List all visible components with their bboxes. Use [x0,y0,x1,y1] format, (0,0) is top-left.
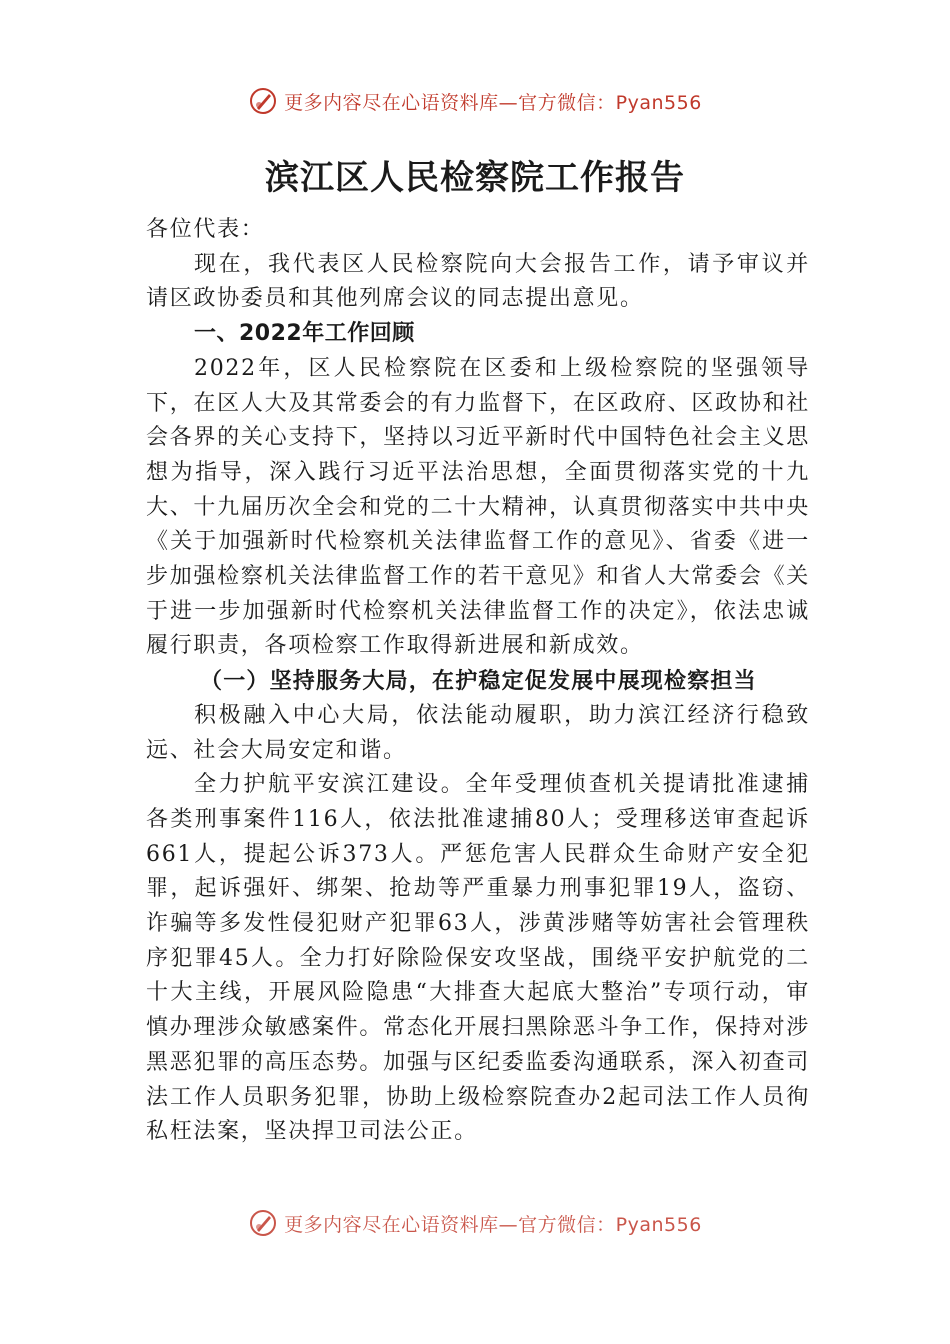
watermark-text: 更多内容尽在心语资料库—官方微信：Pyan556 [284,91,702,114]
quill-logo-icon [248,1208,278,1238]
page-title: 滨江区人民检察院工作报告 [265,158,685,198]
section-heading: 一、2022年工作回顾 [194,321,415,347]
subsection-heading: （一）坚持服务大局，在护稳定促发展中展现检察担当 [200,668,757,695]
document-body [146,213,810,1150]
subsection-paragraph: 积极融入中心大局，依法能动履职，助力滨江经济行稳致远、社会大局安定和谐。 [146,702,810,763]
watermark-text: 更多内容尽在心语资料库—官方微信：Pyan556 [284,1213,702,1236]
header-watermark [0,86,950,116]
footer-watermark [0,1208,950,1238]
quill-logo-icon [248,86,278,116]
detail-paragraph: 全力护航平安滨江建设。全年受理侦查机关提请批准逮捕各类刑事案件116人，依法批准逮捕80人；受理移送审查起诉661人，提起公诉373人。严惩危害人民群众生命财产安全犯罪，起诉强奸、绑架、抢劫等严重暴力刑事犯罪19人，盗窃、诈骗等多发性侵犯财产犯罪63人，涉黄涉赌等妨害社会管理秩序犯罪45人。全力打好除险保安攻坚战，围绕平安护航党的二十大主线，开展风险隐患“大排查大起底大整治”专项行动，审慎办理涉众敏感案件。常态化开展扫黑除恶斗争工作，保持对涉黑恶犯罪的高压态势。加强与区纪委监委沟通联系，深入初查司法工作人员职务犯罪，协助上级检察院查办2起司法工作人员徇私枉法案，坚决捍卫司法公正。 [146,772,810,1145]
intro-paragraph: 现在，我代表区人民检察院向大会报告工作，请予审议并请区政协委员和其他列席会议的同志提出意见。 [146,251,810,312]
salutation: 各位代表： [146,217,265,242]
section-paragraph: 2022年，区人民检察院在区委和上级检察院的坚强领导下，在区人大及其常委会的有力监督下，在区政府、区政协和社会各界的关心支持下，坚持以习近平新时代中国特色社会主义思想为指导，深入践行习近平法治思想，全面贯彻落实党的十九大、十九届历次全会和党的二十大精神，认真贯彻落实中共中央《关于加强新时代检察机关法律监督工作的意见》、省委《进一步加强检察机关法律监督工作的若干意见》和省人大常委会《关于进一步加强新时代检察机关法律监督工作的决定》，依法忠诚履行职责，各项检察工作取得新进展和新成效。 [146,355,810,659]
